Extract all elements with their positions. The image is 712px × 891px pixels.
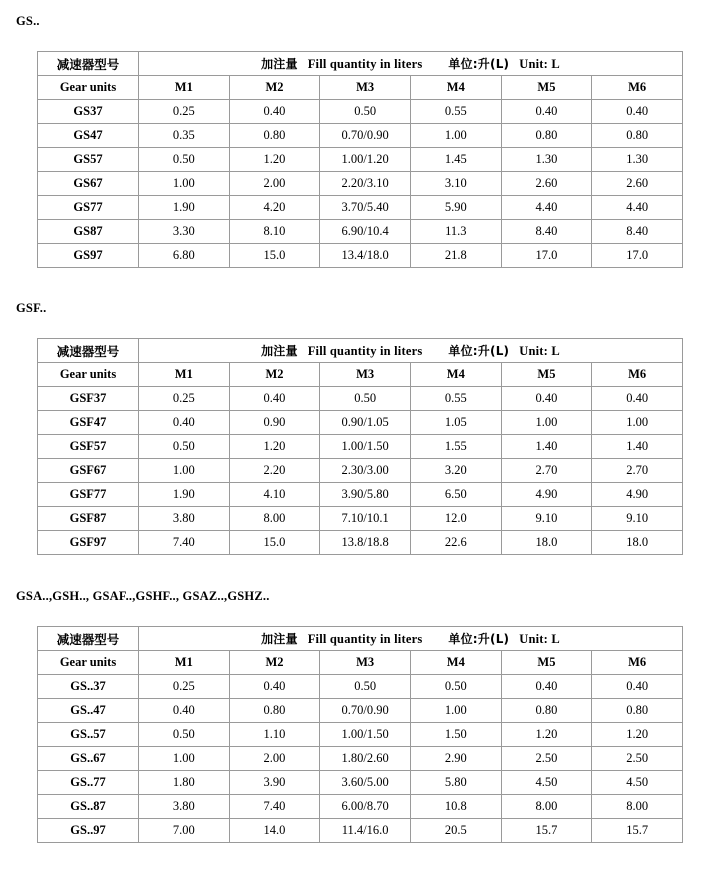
cell-m1: 1.90	[139, 483, 230, 507]
fill-quantity-table-gsf	[37, 338, 683, 555]
cell-m6: 2.60	[592, 172, 683, 196]
cell-m4: 12.0	[410, 507, 501, 531]
cell-m3: 3.70/5.40	[320, 196, 411, 220]
header-unit-cn: 单位:升(L)	[448, 632, 510, 646]
row-model: GSF87	[38, 507, 139, 531]
cell-m6: 0.80	[592, 124, 683, 148]
header-fill-en: Fill quantity in liters	[307, 632, 423, 646]
cell-m6: 4.50	[592, 771, 683, 795]
cell-m2: 0.40	[229, 675, 320, 699]
cell-m2: 8.10	[229, 220, 320, 244]
cell-m2: 0.40	[229, 387, 320, 411]
section-title-gsa-family: GSA..,GSH.., GSAF..,GSHF.., GSAZ..,GSHZ..	[16, 589, 270, 603]
table-header-row-top	[38, 339, 683, 363]
cell-m2: 2.00	[229, 172, 320, 196]
cell-m4: 20.5	[410, 819, 501, 843]
cell-m5: 18.0	[501, 531, 592, 555]
cell-m5: 0.40	[501, 387, 592, 411]
cell-m5: 1.00	[501, 411, 592, 435]
cell-m4: 21.8	[410, 244, 501, 268]
cell-m3: 6.90/10.4	[320, 220, 411, 244]
header-col-m5: M5	[501, 76, 592, 100]
cell-m1: 0.35	[139, 124, 230, 148]
row-model: GSF67	[38, 459, 139, 483]
cell-m5: 8.00	[501, 795, 592, 819]
cell-m1: 6.80	[139, 244, 230, 268]
header-col-m4: M4	[410, 363, 501, 387]
cell-m2: 3.90	[229, 771, 320, 795]
cell-m1: 3.80	[139, 507, 230, 531]
cell-m5: 1.30	[501, 148, 592, 172]
cell-m3: 2.30/3.00	[320, 459, 411, 483]
cell-m4: 0.55	[410, 100, 501, 124]
cell-m3: 0.50	[320, 675, 411, 699]
row-model: GS87	[38, 220, 139, 244]
cell-m1: 7.40	[139, 531, 230, 555]
row-model: GS..97	[38, 819, 139, 843]
header-model-en: Gear units	[38, 76, 139, 100]
cell-m1: 1.00	[139, 459, 230, 483]
cell-m4: 22.6	[410, 531, 501, 555]
row-model: GS97	[38, 244, 139, 268]
cell-m1: 0.25	[139, 387, 230, 411]
cell-m6: 0.80	[592, 699, 683, 723]
cell-m2: 1.10	[229, 723, 320, 747]
cell-m5: 0.40	[501, 100, 592, 124]
cell-m4: 0.50	[410, 675, 501, 699]
cell-m3: 0.50	[320, 387, 411, 411]
header-fill-en: Fill quantity in liters	[307, 57, 423, 71]
header-fill-cn: 加注量	[261, 632, 298, 646]
table-row	[38, 148, 683, 172]
header-col-m6: M6	[592, 76, 683, 100]
section-gs	[0, 14, 712, 268]
cell-m1: 1.00	[139, 172, 230, 196]
cell-m5: 9.10	[501, 507, 592, 531]
row-model: GS37	[38, 100, 139, 124]
table-row	[38, 819, 683, 843]
row-model: GS47	[38, 124, 139, 148]
section-gsa-family	[0, 589, 712, 843]
cell-m4: 1.45	[410, 148, 501, 172]
cell-m1: 0.50	[139, 148, 230, 172]
table-row	[38, 699, 683, 723]
header-col-m5: M5	[501, 651, 592, 675]
cell-m3: 0.90/1.05	[320, 411, 411, 435]
header-model-cn: 减速器型号	[38, 627, 139, 651]
cell-m3: 1.80/2.60	[320, 747, 411, 771]
cell-m2: 15.0	[229, 531, 320, 555]
fill-quantity-table-gs	[37, 51, 683, 268]
cell-m3: 1.00/1.20	[320, 148, 411, 172]
cell-m5: 2.50	[501, 747, 592, 771]
header-fill-en: Fill quantity in liters	[307, 344, 423, 358]
row-model: GS..77	[38, 771, 139, 795]
cell-m3: 3.90/5.80	[320, 483, 411, 507]
table-row	[38, 172, 683, 196]
cell-m1: 0.40	[139, 699, 230, 723]
cell-m3: 1.00/1.50	[320, 723, 411, 747]
header-col-m6: M6	[592, 363, 683, 387]
cell-m2: 7.40	[229, 795, 320, 819]
cell-m3: 0.70/0.90	[320, 124, 411, 148]
table-row	[38, 747, 683, 771]
cell-m6: 18.0	[592, 531, 683, 555]
cell-m4: 10.8	[410, 795, 501, 819]
header-unit-cn: 单位:升(L)	[448, 344, 510, 358]
row-model: GSF37	[38, 387, 139, 411]
table-row	[38, 795, 683, 819]
table-row	[38, 100, 683, 124]
table-row	[38, 723, 683, 747]
table-row	[38, 244, 683, 268]
cell-m6: 17.0	[592, 244, 683, 268]
cell-m2: 2.00	[229, 747, 320, 771]
cell-m2: 0.90	[229, 411, 320, 435]
cell-m6: 1.00	[592, 411, 683, 435]
cell-m5: 2.60	[501, 172, 592, 196]
table-header-row-top	[38, 52, 683, 76]
header-model-cn: 减速器型号	[38, 339, 139, 363]
cell-m1: 3.30	[139, 220, 230, 244]
cell-m3: 0.50	[320, 100, 411, 124]
row-model: GS..57	[38, 723, 139, 747]
cell-m1: 0.25	[139, 675, 230, 699]
cell-m2: 4.10	[229, 483, 320, 507]
cell-m3: 0.70/0.90	[320, 699, 411, 723]
cell-m6: 1.20	[592, 723, 683, 747]
row-model: GS77	[38, 196, 139, 220]
cell-m6: 0.40	[592, 100, 683, 124]
header-model-cn: 减速器型号	[38, 52, 139, 76]
cell-m2: 0.80	[229, 699, 320, 723]
header-unit-cn: 单位:升(L)	[448, 57, 510, 71]
cell-m2: 14.0	[229, 819, 320, 843]
cell-m2: 15.0	[229, 244, 320, 268]
row-model: GS..87	[38, 795, 139, 819]
header-col-m1: M1	[139, 363, 230, 387]
cell-m5: 4.40	[501, 196, 592, 220]
table-header-row-columns	[38, 363, 683, 387]
table-header-row-columns	[38, 651, 683, 675]
table-row	[38, 387, 683, 411]
cell-m4: 1.00	[410, 124, 501, 148]
header-col-m2: M2	[229, 363, 320, 387]
row-model: GSF57	[38, 435, 139, 459]
cell-m6: 8.00	[592, 795, 683, 819]
cell-m6: 4.90	[592, 483, 683, 507]
table-row	[38, 507, 683, 531]
cell-m5: 0.40	[501, 675, 592, 699]
cell-m5: 4.50	[501, 771, 592, 795]
cell-m5: 1.40	[501, 435, 592, 459]
table-wrap-gsf	[37, 338, 712, 555]
cell-m4: 3.10	[410, 172, 501, 196]
table-row	[38, 459, 683, 483]
cell-m5: 0.80	[501, 124, 592, 148]
cell-m5: 8.40	[501, 220, 592, 244]
cell-m4: 5.80	[410, 771, 501, 795]
header-model-en: Gear units	[38, 651, 139, 675]
cell-m5: 17.0	[501, 244, 592, 268]
section-gsf	[0, 301, 712, 555]
table-wrap-gs	[37, 51, 712, 268]
cell-m3: 13.8/18.8	[320, 531, 411, 555]
cell-m4: 3.20	[410, 459, 501, 483]
header-unit-en: Unit: L	[519, 344, 560, 358]
cell-m1: 1.90	[139, 196, 230, 220]
row-model: GSF97	[38, 531, 139, 555]
cell-m2: 0.80	[229, 124, 320, 148]
header-col-m2: M2	[229, 651, 320, 675]
cell-m4: 1.00	[410, 699, 501, 723]
cell-m1: 0.50	[139, 723, 230, 747]
cell-m3: 13.4/18.0	[320, 244, 411, 268]
cell-m1: 0.40	[139, 411, 230, 435]
cell-m4: 6.50	[410, 483, 501, 507]
header-fill-cn: 加注量	[261, 344, 298, 358]
cell-m3: 2.20/3.10	[320, 172, 411, 196]
cell-m6: 8.40	[592, 220, 683, 244]
cell-m4: 1.50	[410, 723, 501, 747]
header-col-m1: M1	[139, 76, 230, 100]
cell-m1: 1.00	[139, 747, 230, 771]
header-col-m2: M2	[229, 76, 320, 100]
header-col-m4: M4	[410, 76, 501, 100]
header-title-fill-quantity	[139, 339, 683, 363]
table-row	[38, 675, 683, 699]
table-row	[38, 411, 683, 435]
cell-m5: 2.70	[501, 459, 592, 483]
header-title-fill-quantity	[139, 627, 683, 651]
table-header-row-top	[38, 627, 683, 651]
table-row	[38, 531, 683, 555]
row-model: GS67	[38, 172, 139, 196]
cell-m2: 4.20	[229, 196, 320, 220]
header-fill-cn: 加注量	[261, 57, 298, 71]
cell-m4: 1.55	[410, 435, 501, 459]
cell-m3: 1.00/1.50	[320, 435, 411, 459]
cell-m5: 0.80	[501, 699, 592, 723]
header-col-m4: M4	[410, 651, 501, 675]
cell-m1: 1.80	[139, 771, 230, 795]
cell-m1: 0.25	[139, 100, 230, 124]
row-model: GS..47	[38, 699, 139, 723]
table-wrap-gsa-family	[37, 626, 712, 843]
cell-m4: 11.3	[410, 220, 501, 244]
cell-m4: 2.90	[410, 747, 501, 771]
cell-m4: 5.90	[410, 196, 501, 220]
header-col-m3: M3	[320, 76, 411, 100]
cell-m6: 0.40	[592, 387, 683, 411]
header-col-m6: M6	[592, 651, 683, 675]
table-row	[38, 124, 683, 148]
table-row	[38, 435, 683, 459]
header-col-m5: M5	[501, 363, 592, 387]
cell-m6: 2.70	[592, 459, 683, 483]
table-row	[38, 771, 683, 795]
cell-m2: 1.20	[229, 148, 320, 172]
row-model: GS..37	[38, 675, 139, 699]
cell-m3: 7.10/10.1	[320, 507, 411, 531]
cell-m6: 4.40	[592, 196, 683, 220]
row-model: GSF47	[38, 411, 139, 435]
section-title-gsf: GSF..	[16, 301, 47, 315]
cell-m5: 1.20	[501, 723, 592, 747]
row-model: GS57	[38, 148, 139, 172]
cell-m4: 0.55	[410, 387, 501, 411]
cell-m1: 7.00	[139, 819, 230, 843]
cell-m3: 11.4/16.0	[320, 819, 411, 843]
header-col-m1: M1	[139, 651, 230, 675]
cell-m2: 2.20	[229, 459, 320, 483]
header-model-en: Gear units	[38, 363, 139, 387]
fill-quantity-table-gsa-family	[37, 626, 683, 843]
cell-m2: 1.20	[229, 435, 320, 459]
cell-m3: 3.60/5.00	[320, 771, 411, 795]
row-model: GS..67	[38, 747, 139, 771]
cell-m6: 0.40	[592, 675, 683, 699]
cell-m5: 15.7	[501, 819, 592, 843]
cell-m4: 1.05	[410, 411, 501, 435]
table-header-row-columns	[38, 76, 683, 100]
cell-m3: 6.00/8.70	[320, 795, 411, 819]
header-unit-en: Unit: L	[519, 57, 560, 71]
cell-m6: 2.50	[592, 747, 683, 771]
header-unit-en: Unit: L	[519, 632, 560, 646]
header-col-m3: M3	[320, 651, 411, 675]
cell-m6: 1.30	[592, 148, 683, 172]
header-col-m3: M3	[320, 363, 411, 387]
row-model: GSF77	[38, 483, 139, 507]
table-row	[38, 483, 683, 507]
cell-m6: 9.10	[592, 507, 683, 531]
cell-m1: 0.50	[139, 435, 230, 459]
header-title-fill-quantity	[139, 52, 683, 76]
cell-m1: 3.80	[139, 795, 230, 819]
table-row	[38, 196, 683, 220]
cell-m2: 8.00	[229, 507, 320, 531]
cell-m6: 15.7	[592, 819, 683, 843]
cell-m2: 0.40	[229, 100, 320, 124]
section-title-gs: GS..	[16, 14, 40, 28]
cell-m6: 1.40	[592, 435, 683, 459]
table-row	[38, 220, 683, 244]
cell-m5: 4.90	[501, 483, 592, 507]
